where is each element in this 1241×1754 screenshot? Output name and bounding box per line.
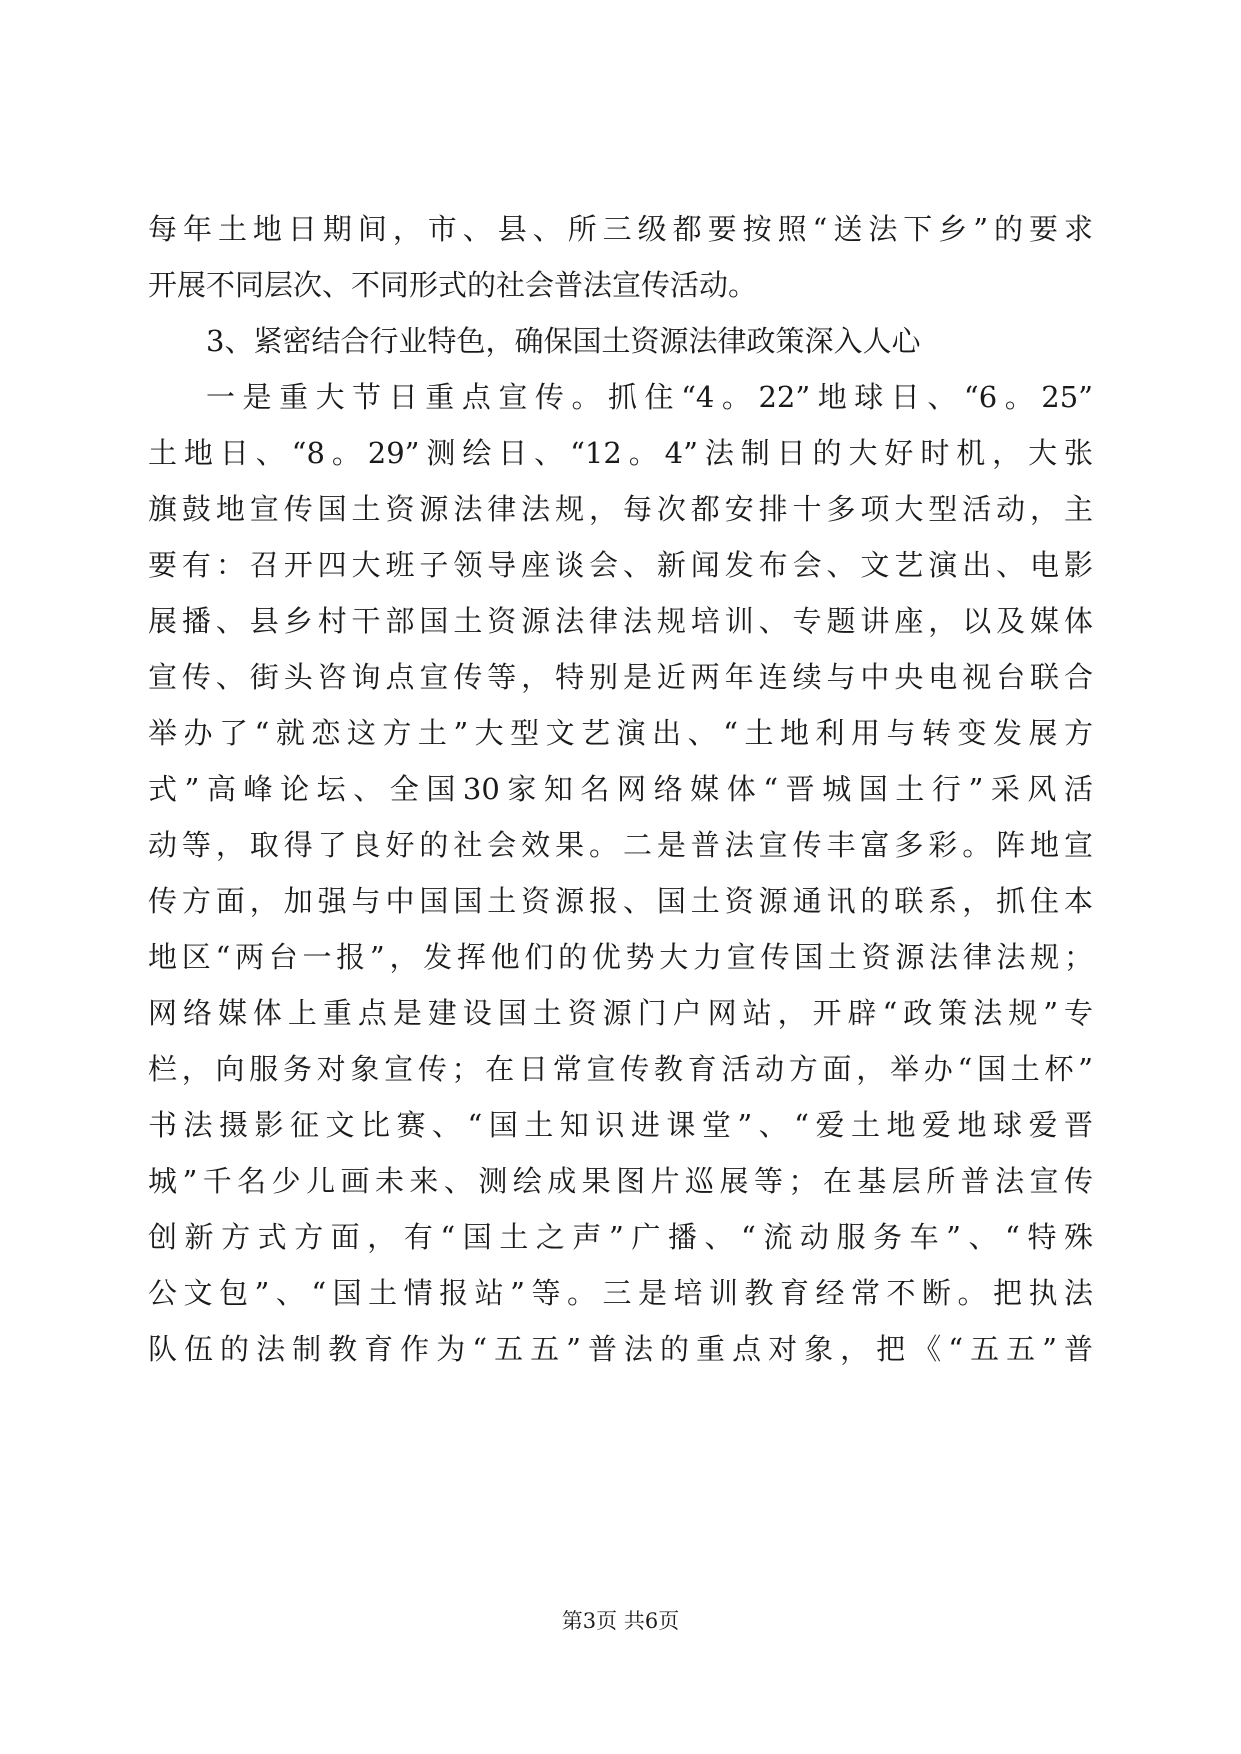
text-line: 书法摄影征文比赛、“国土知识进课堂”、“爱土地爱地球爱晋 [148,1108,1093,1142]
text-line: 传方面，加强与中国国土资源报、国土资源通讯的联系，抓住本 [148,884,1093,918]
text-line: 要有：召开四大班子领导座谈会、新闻发布会、文艺演出、电影 [148,548,1093,582]
text-line: 宣传、街头咨询点宣传等，特别是近两年连续与中央电视台联合 [148,660,1093,694]
text-line: 地区“两台一报”，发挥他们的优势大力宣传国土资源法律法规； [148,940,1093,974]
text-line: 式”高峰论坛、全国30家知名网络媒体“晋城国土行”采风活 [148,772,1093,806]
text-line: 举办了“就恋这方土”大型文艺演出、“土地利用与转变发展方 [148,716,1093,750]
text-line: 展播、县乡村干部国土资源法律法规培训、专题讲座，以及媒体 [148,604,1093,638]
text-line: 网络媒体上重点是建设国土资源门户网站，开辟“政策法规”专 [148,996,1093,1030]
text-line: 队伍的法制教育作为“五五”普法的重点对象，把《“五五”普 [148,1332,1093,1366]
text-line: 一是重大节日重点宣传。抓住“4。22”地球日、“6。25” [206,380,1093,414]
text-line: 开展不同层次、不同形式的社会普法宣传活动。 [148,268,758,302]
text-line: 公文包”、“国土情报站”等。三是培训教育经常不断。把执法 [148,1276,1093,1310]
text-line: 栏，向服务对象宣传；在日常宣传教育活动方面，举办“国土杯” [148,1052,1093,1086]
text-line: 旗鼓地宣传国土资源法律法规，每次都安排十多项大型活动，主 [148,492,1093,526]
text-line: 创新方式方面，有“国土之声”广播、“流动服务车”、“特殊 [148,1220,1093,1254]
text-line: 每年土地日期间，市、县、所三级都要按照“送法下乡”的要求 [148,212,1093,246]
section-heading: 3、紧密结合行业特色，确保国土资源法律政策深入人心 [206,324,921,358]
text-line: 土地日、“8。29”测绘日、“12。4”法制日的大好时机，大张 [148,436,1093,470]
text-line: 城”千名少儿画未来、测绘成果图片巡展等；在基层所普法宣传 [148,1164,1093,1198]
page-number-footer: 第3页 共6页 [561,1609,680,1633]
text-line: 动等，取得了良好的社会效果。二是普法宣传丰富多彩。阵地宣 [148,828,1093,862]
